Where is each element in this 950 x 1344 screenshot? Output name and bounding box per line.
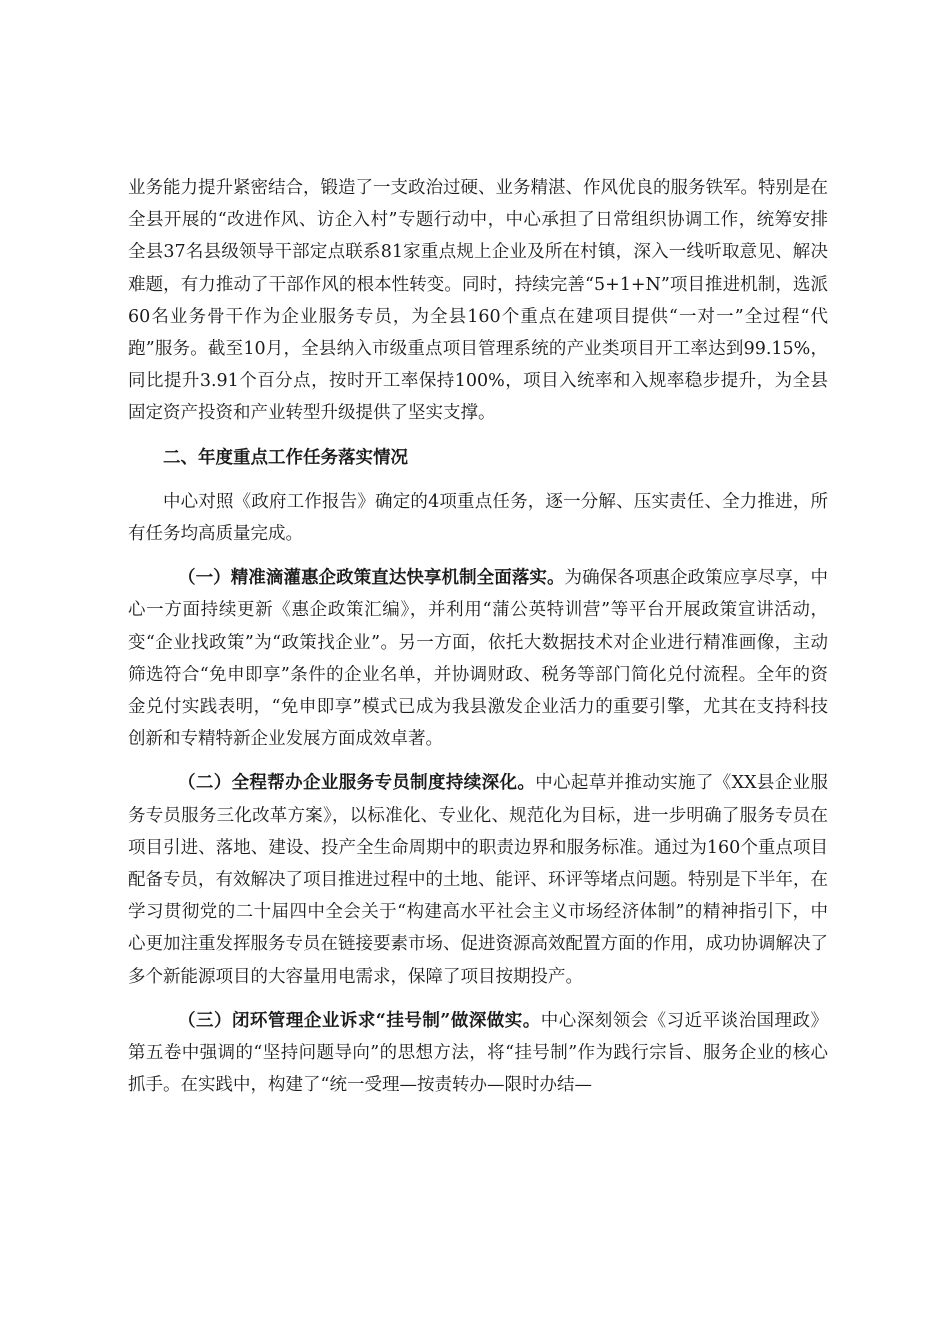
section-heading: 二、年度重点工作任务落实情况 bbox=[163, 447, 408, 468]
task-item-1-body: 为确保各项惠企政策应享尽享，中心一方面持续更新《惠企政策汇编》，并利用“蒲公英特训营”等平台开展政策宣讲活动，变“企业找政策”为“政策找企业”。另一方面，依托大数据技术对企业进行精准画像，主动筛选符合“免申即享”条件的企业名单，并协调财政、税务等部门简化兑付流程。全年的资金兑付实践表明，“免申即享”模式已成为我县激发企业活力的重要引擎，尤其在支持科技创新和专精特新企业发展方面成效卓著。 bbox=[128, 568, 829, 750]
task-item-3 bbox=[128, 1005, 828, 1102]
task-item-2-title: （二）全程帮办企业服务专员制度持续深化。 bbox=[178, 773, 536, 794]
task-item-3-title: （三）闭环管理企业诉求“挂号制”做深做实。 bbox=[178, 1010, 541, 1031]
task-item-2-body: 中心起草并推动实施了《XX县企业服务专员服务三化改革方案》，以标准化、专业化、规范化为目标，进一步明确了服务专员在项目引进、落地、建设、投产全生命周期中的职责边界和服务标准。通过为160个重点项目配备专员，有效解决了项目推进过程中的土地、能评、环评等堵点问题。特别是下半年，在学习贯彻党的二十届四中全会关于“构建高水平社会主义市场经济体制”的精神指引下，中心更加注重发挥服务专员在链接要素市场、促进资源高效配置方面的作用，成功协调解决了多个新能源项目的大容量用电需求，保障了项目按期投产。 bbox=[128, 773, 828, 987]
task-item-2 bbox=[128, 767, 828, 992]
task-item-1-title: （一）精准滴灌惠企政策直达快享机制全面落实。 bbox=[178, 568, 565, 589]
task-item-1 bbox=[128, 562, 828, 755]
section-intro-paragraph: 中心对照《政府工作报告》确定的4项重点任务，逐一分解、压实责任、全力推进，所有任务均高质量完成。 bbox=[128, 491, 828, 545]
document-body bbox=[128, 172, 828, 1113]
task-item-3-body: 中心深刻领会《习近平谈治国理政》第五卷中强调的“坚持问题导向”的思想方法，将“挂号制”作为践行宗旨、服务企业的核心抓手。在实践中，构建了“统一受理—按责转办—限时办结— bbox=[128, 1010, 828, 1096]
paragraph-continued: 业务能力提升紧密结合，锻造了一支政治过硬、业务精湛、作风优良的服务铁军。特别是在全县开展的“改进作风、访企入村”专题行动中，中心承担了日常组织协调工作，统筹安排全县37名县级领导干部定点联系81家重点规上企业及所在村镇，深入一线听取意见、解决难题，有力推动了干部作风的根本性转变。同时，持续完善“5+1+N”项目推进机制，选派60名业务骨干作为企业服务专员，为全县160个重点在建项目提供“一对一”全过程“代跑”服务。截至10月，全县纳入市级重点项目管理系统的产业类项目开工率达到99.15%，同比提升3.91个百分点，按时开工率保持100%，项目入统率和入规率稳步提升，为全县固定资产投资和产业转型升级提供了坚实支撑。 bbox=[128, 178, 828, 424]
